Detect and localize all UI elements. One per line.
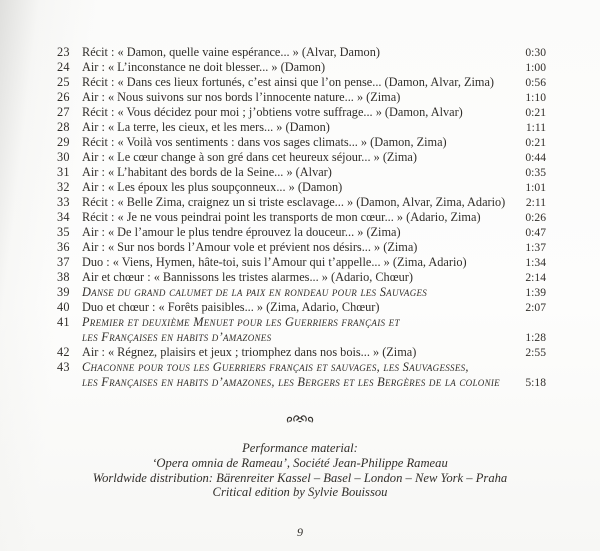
track-title-line: Air : « De l’amour le plus tendre éprouvez la douceur... » (Zima) bbox=[82, 225, 401, 239]
track-row bbox=[57, 45, 546, 60]
track-duration: 5:18 bbox=[525, 376, 546, 389]
track-row bbox=[57, 195, 546, 210]
track-row bbox=[57, 225, 546, 240]
track-duration: 0:44 bbox=[525, 151, 546, 164]
track-duration: 1:28 bbox=[525, 331, 546, 344]
track-number: 43 bbox=[57, 360, 70, 374]
track-duration: 2:07 bbox=[525, 301, 546, 314]
track-title bbox=[82, 180, 510, 195]
track-title-line: Duo : « Viens, Hymen, hâte-toi, suis l’Amour qui t’appelle... » (Zima, Adario) bbox=[82, 255, 467, 269]
track-row bbox=[57, 360, 546, 390]
track-duration: 1:01 bbox=[525, 181, 546, 194]
track-row bbox=[57, 285, 546, 300]
track-number: 34 bbox=[57, 210, 70, 224]
track-row bbox=[57, 60, 546, 75]
credit-line: Worldwide distribution: Bärenreiter Kassel – Basel – London – New York – Praha bbox=[92, 470, 508, 485]
track-duration: 1:39 bbox=[525, 286, 546, 299]
track-title-line: Récit : « Voilà vos sentiments : dans vos sages climats... » (Damon, Zima) bbox=[82, 135, 447, 149]
track-title-line: Air : « L’habitant des bords de la Seine... » (Alvar) bbox=[82, 165, 332, 179]
track-title bbox=[82, 195, 510, 210]
track-title bbox=[82, 240, 510, 255]
track-number: 40 bbox=[57, 300, 70, 314]
track-title-line: Air et chœur : « Bannissons les tristes alarmes... » (Adario, Chœur) bbox=[82, 270, 413, 284]
track-duration: 0:56 bbox=[525, 76, 546, 89]
track-number: 28 bbox=[57, 120, 70, 134]
track-title bbox=[82, 285, 510, 300]
track-title bbox=[82, 75, 510, 90]
track-title-line: Air : « Nous suivons sur nos bords l’innocente nature... » (Zima) bbox=[82, 90, 401, 104]
track-duration: 1:37 bbox=[525, 241, 546, 254]
track-duration: 0:35 bbox=[525, 166, 546, 179]
track-title bbox=[82, 120, 510, 135]
credit-line: Critical edition by Sylvie Bouissou bbox=[212, 485, 388, 500]
track-title bbox=[82, 255, 510, 270]
track-number: 38 bbox=[57, 270, 70, 284]
track-number: 24 bbox=[57, 60, 70, 74]
track-title bbox=[82, 150, 510, 165]
credit-line: ‘Opera omnia de Rameau’, Société Jean-Philippe Rameau bbox=[152, 455, 448, 470]
track-duration: 0:21 bbox=[525, 106, 546, 119]
track-row bbox=[57, 315, 546, 345]
track-title bbox=[82, 210, 510, 225]
track-title bbox=[82, 45, 510, 60]
track-number: 42 bbox=[57, 345, 70, 359]
track-row bbox=[57, 90, 546, 105]
track-row bbox=[57, 165, 546, 180]
track-title bbox=[82, 270, 510, 285]
track-row bbox=[57, 150, 546, 165]
fleuron-ornament-icon bbox=[0, 411, 600, 429]
track-row bbox=[57, 345, 546, 360]
track-duration: 1:00 bbox=[525, 61, 546, 74]
track-title bbox=[82, 60, 510, 75]
track-row bbox=[57, 210, 546, 225]
track-number: 41 bbox=[57, 315, 70, 329]
track-title bbox=[82, 345, 510, 360]
track-duration: 2:11 bbox=[525, 196, 546, 209]
track-row bbox=[57, 75, 546, 90]
track-number: 36 bbox=[57, 240, 70, 254]
credits-block bbox=[0, 441, 600, 500]
track-duration: 2:55 bbox=[525, 346, 546, 359]
track-number: 30 bbox=[57, 150, 70, 164]
track-title-line: Premier et deuxième Menuet pour les Guerriers français et bbox=[82, 315, 400, 329]
track-duration: 0:47 bbox=[525, 226, 546, 239]
track-duration: 1:34 bbox=[525, 256, 546, 269]
track-number: 23 bbox=[57, 45, 70, 59]
track-row bbox=[57, 255, 546, 270]
track-title bbox=[82, 165, 510, 180]
track-title-line: les Françaises en habits d’amazones bbox=[82, 330, 272, 344]
track-title-line: Duo et chœur : « Forêts paisibles... » (Zima, Adario, Chœur) bbox=[82, 300, 380, 314]
track-title-line: Récit : « Belle Zima, craignez un si triste esclavage... » (Damon, Alvar, Zima, Adario) bbox=[82, 195, 506, 209]
track-list bbox=[57, 45, 546, 390]
track-number: 31 bbox=[57, 165, 70, 179]
track-number: 27 bbox=[57, 105, 70, 119]
track-title bbox=[82, 90, 510, 105]
track-title-line: Air : « La terre, les cieux, et les mers... » (Damon) bbox=[82, 120, 330, 134]
track-title-line: Air : « L’inconstance ne doit blesser... » (Damon) bbox=[82, 60, 326, 74]
track-row bbox=[57, 135, 546, 150]
track-number: 35 bbox=[57, 225, 70, 239]
fleuron-ornament-svg bbox=[286, 413, 314, 424]
track-title-line: Chaconne pour tous les Guerriers français et sauvages, les Sauvagesses, bbox=[82, 360, 469, 374]
track-title-line: Air : « Les époux les plus soupçonneux... » (Damon) bbox=[82, 180, 343, 194]
track-number: 37 bbox=[57, 255, 70, 269]
track-row bbox=[57, 180, 546, 195]
credit-line: Performance material: bbox=[242, 441, 358, 455]
track-row bbox=[57, 300, 546, 315]
track-duration: 0:30 bbox=[525, 46, 546, 59]
track-title bbox=[82, 315, 510, 345]
page-number: 9 bbox=[297, 525, 303, 539]
track-title bbox=[82, 300, 510, 315]
track-title-line: Récit : « Dans ces lieux fortunés, c’est ainsi que l’on pense... (Damon, Alvar, Zima) bbox=[82, 75, 495, 89]
track-title-line: Air : « Le cœur change à son gré dans cet heureux séjour... » (Zima) bbox=[82, 150, 417, 164]
track-number: 39 bbox=[57, 285, 70, 299]
track-duration: 1:11 bbox=[525, 121, 546, 134]
track-row bbox=[57, 270, 546, 285]
track-duration: 0:21 bbox=[525, 136, 546, 149]
track-title bbox=[82, 105, 510, 120]
track-title-line: Air : « Régnez, plaisirs et jeux ; triomphez dans nos bois... » (Zima) bbox=[82, 345, 417, 359]
track-number: 26 bbox=[57, 90, 70, 104]
track-row bbox=[57, 120, 546, 135]
track-duration: 1:10 bbox=[525, 91, 546, 104]
track-row bbox=[57, 105, 546, 120]
track-row bbox=[57, 240, 546, 255]
track-number: 25 bbox=[57, 75, 70, 89]
track-title bbox=[82, 225, 510, 240]
track-number: 29 bbox=[57, 135, 70, 149]
track-title-line: Récit : « Vous décidez pour moi ; j’obtiens votre suffrage... » (Damon, Alvar) bbox=[82, 105, 463, 119]
track-title-line: Récit : « Damon, quelle vaine espérance... » (Alvar, Damon) bbox=[82, 45, 380, 59]
track-duration: 2:14 bbox=[525, 271, 546, 284]
track-title-line: Air : « Sur nos bords l’Amour vole et prévient nos désirs... » (Zima) bbox=[82, 240, 418, 254]
track-duration: 0:26 bbox=[525, 211, 546, 224]
track-number: 32 bbox=[57, 180, 70, 194]
track-number: 33 bbox=[57, 195, 70, 209]
track-title bbox=[82, 135, 510, 150]
track-title-line: Récit : « Je ne vous peindrai point les transports de mon cœur... » (Adario, Zima) bbox=[82, 210, 481, 224]
track-title-line: les Françaises en habits d’amazones, les Bergers et les Bergères de la colonie bbox=[82, 375, 500, 389]
track-title-line: Danse du grand calumet de la paix en rondeau pour les Sauvages bbox=[82, 285, 428, 299]
track-title bbox=[82, 360, 510, 390]
